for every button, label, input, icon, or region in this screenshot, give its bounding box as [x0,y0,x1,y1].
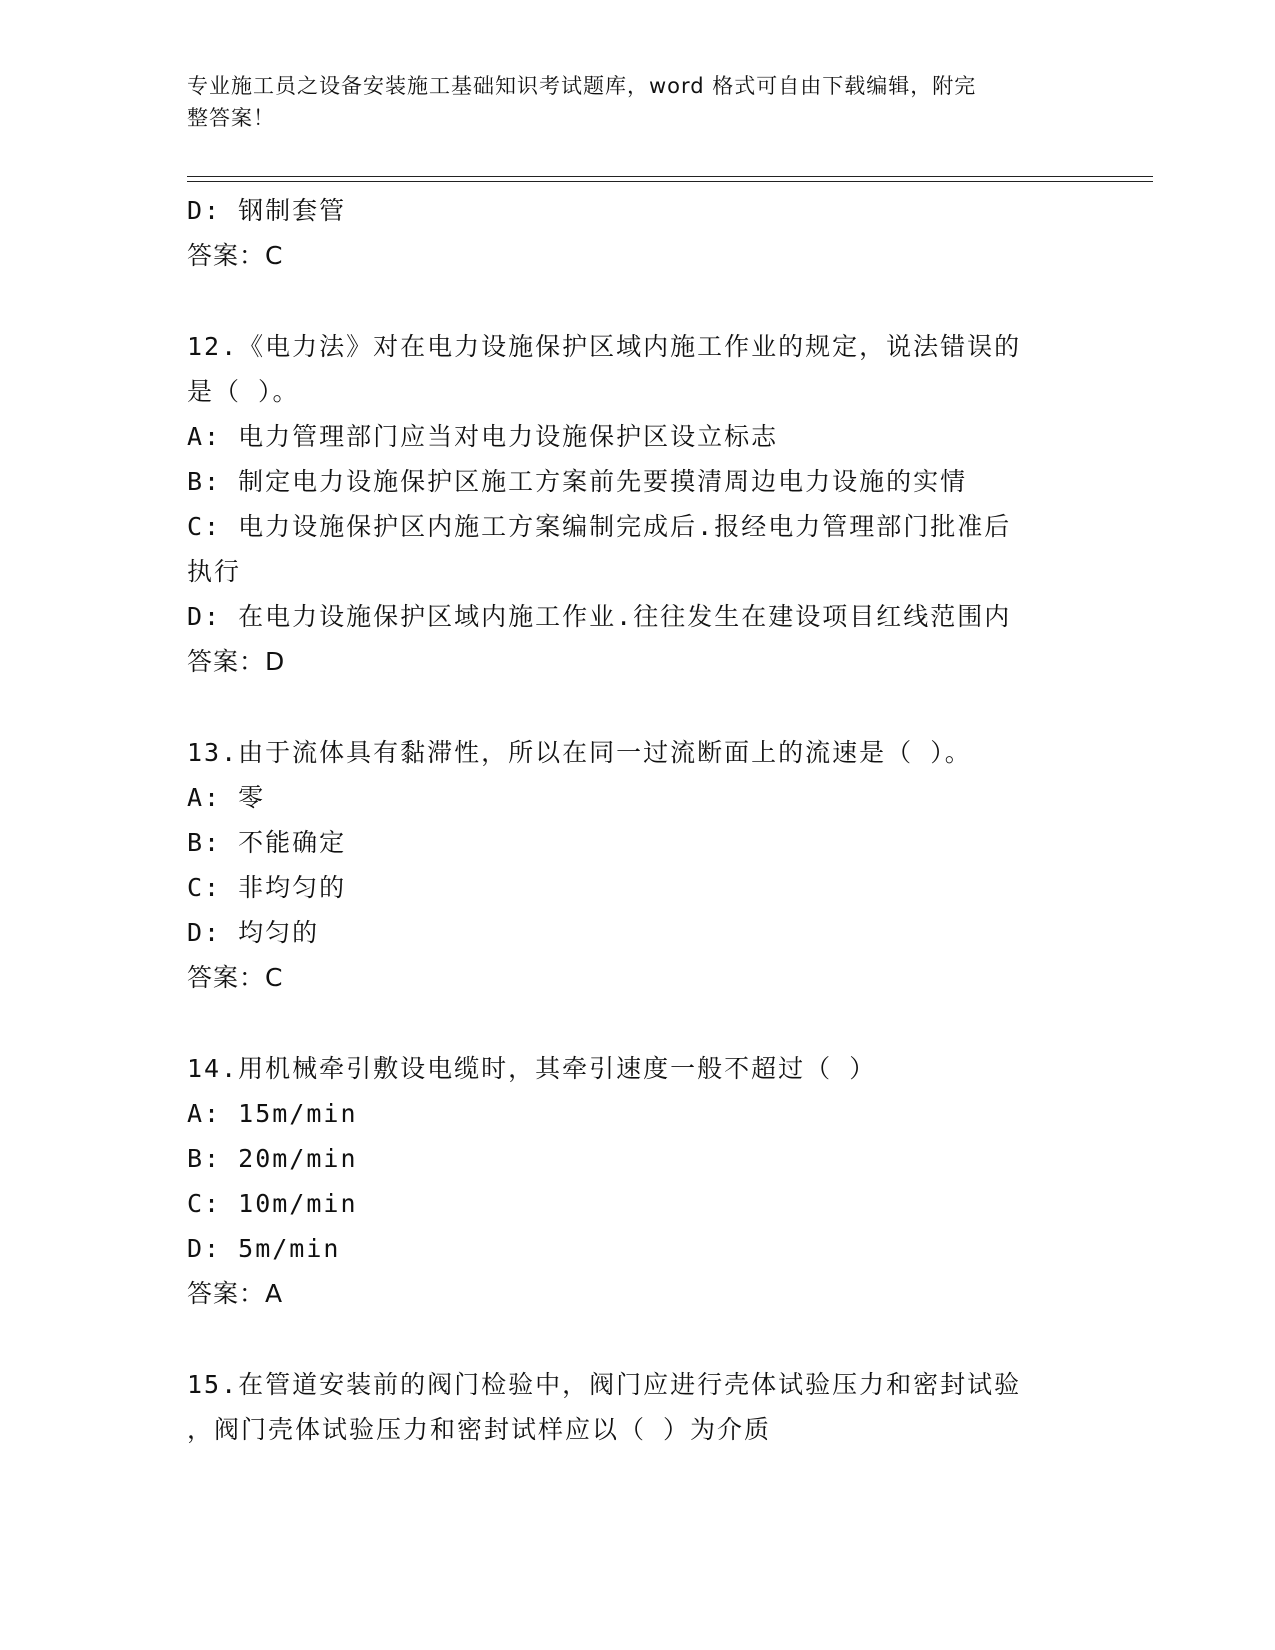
header-divider-top [187,176,1153,177]
option-b: B: 不能确定 [187,828,347,857]
answer: 答案：D [187,647,286,676]
option-a: A: 零 [187,783,266,812]
option-c-continued: 执行 [187,557,242,586]
question-stem: 14.用机械牵引敷设电缆时，其牵引速度一般不超过（ ） [187,1054,877,1083]
option-d: D: 均匀的 [187,918,320,947]
question-14 [187,1046,1087,1316]
question-stem-continued: 是（ ）。 [187,377,300,406]
question-stem: 13.由于流体具有黏滞性，所以在同一过流断面上的流速是（ ）。 [187,738,972,767]
question-12 [187,324,1087,684]
answer: 答案：C [187,241,284,270]
answer: 答案：A [187,1279,284,1308]
question-11-tail [187,188,1087,278]
spacer [187,684,1087,730]
question-15 [187,1362,1087,1452]
spacer [187,1316,1087,1362]
question-stem-continued: ，阀门壳体试验压力和密封试样应以（ ）为介质 [187,1415,772,1444]
option-c: C: 10m/min [187,1189,358,1218]
header-line-1: 专业施工员之设备安装施工基础知识考试题库，word 格式可自由下载编辑，附完 [187,74,977,98]
question-list [187,188,1087,1452]
question-stem: 15.在管道安装前的阀门检验中，阀门应进行壳体试验压力和密封试验 [187,1370,1022,1399]
header-line-2: 整答案！ [187,106,275,130]
option-b: B: 20m/min [187,1144,358,1173]
question-13 [187,730,1087,1000]
option-c: C: 非均匀的 [187,873,347,902]
option-d: D: 在电力设施保护区域内施工作业.往往发生在建设项目红线范围内 [187,602,1012,631]
option-c: C: 电力设施保护区内施工方案编制完成后.报经电力管理部门批准后 [187,512,1012,541]
option-d: D: 钢制套管 [187,196,347,225]
option-a: A: 电力管理部门应当对电力设施保护区设立标志 [187,422,779,451]
option-d: D: 5m/min [187,1234,341,1263]
question-stem: 12.《电力法》对在电力设施保护区域内施工作业的规定，说法错误的 [187,332,1022,361]
spacer [187,1000,1087,1046]
spacer [187,278,1087,324]
option-a: A: 15m/min [187,1099,358,1128]
answer: 答案：C [187,963,284,992]
option-b: B: 制定电力设施保护区施工方案前先要摸清周边电力设施的实情 [187,467,968,496]
document-header [187,70,1067,134]
header-divider-bottom [187,181,1153,182]
